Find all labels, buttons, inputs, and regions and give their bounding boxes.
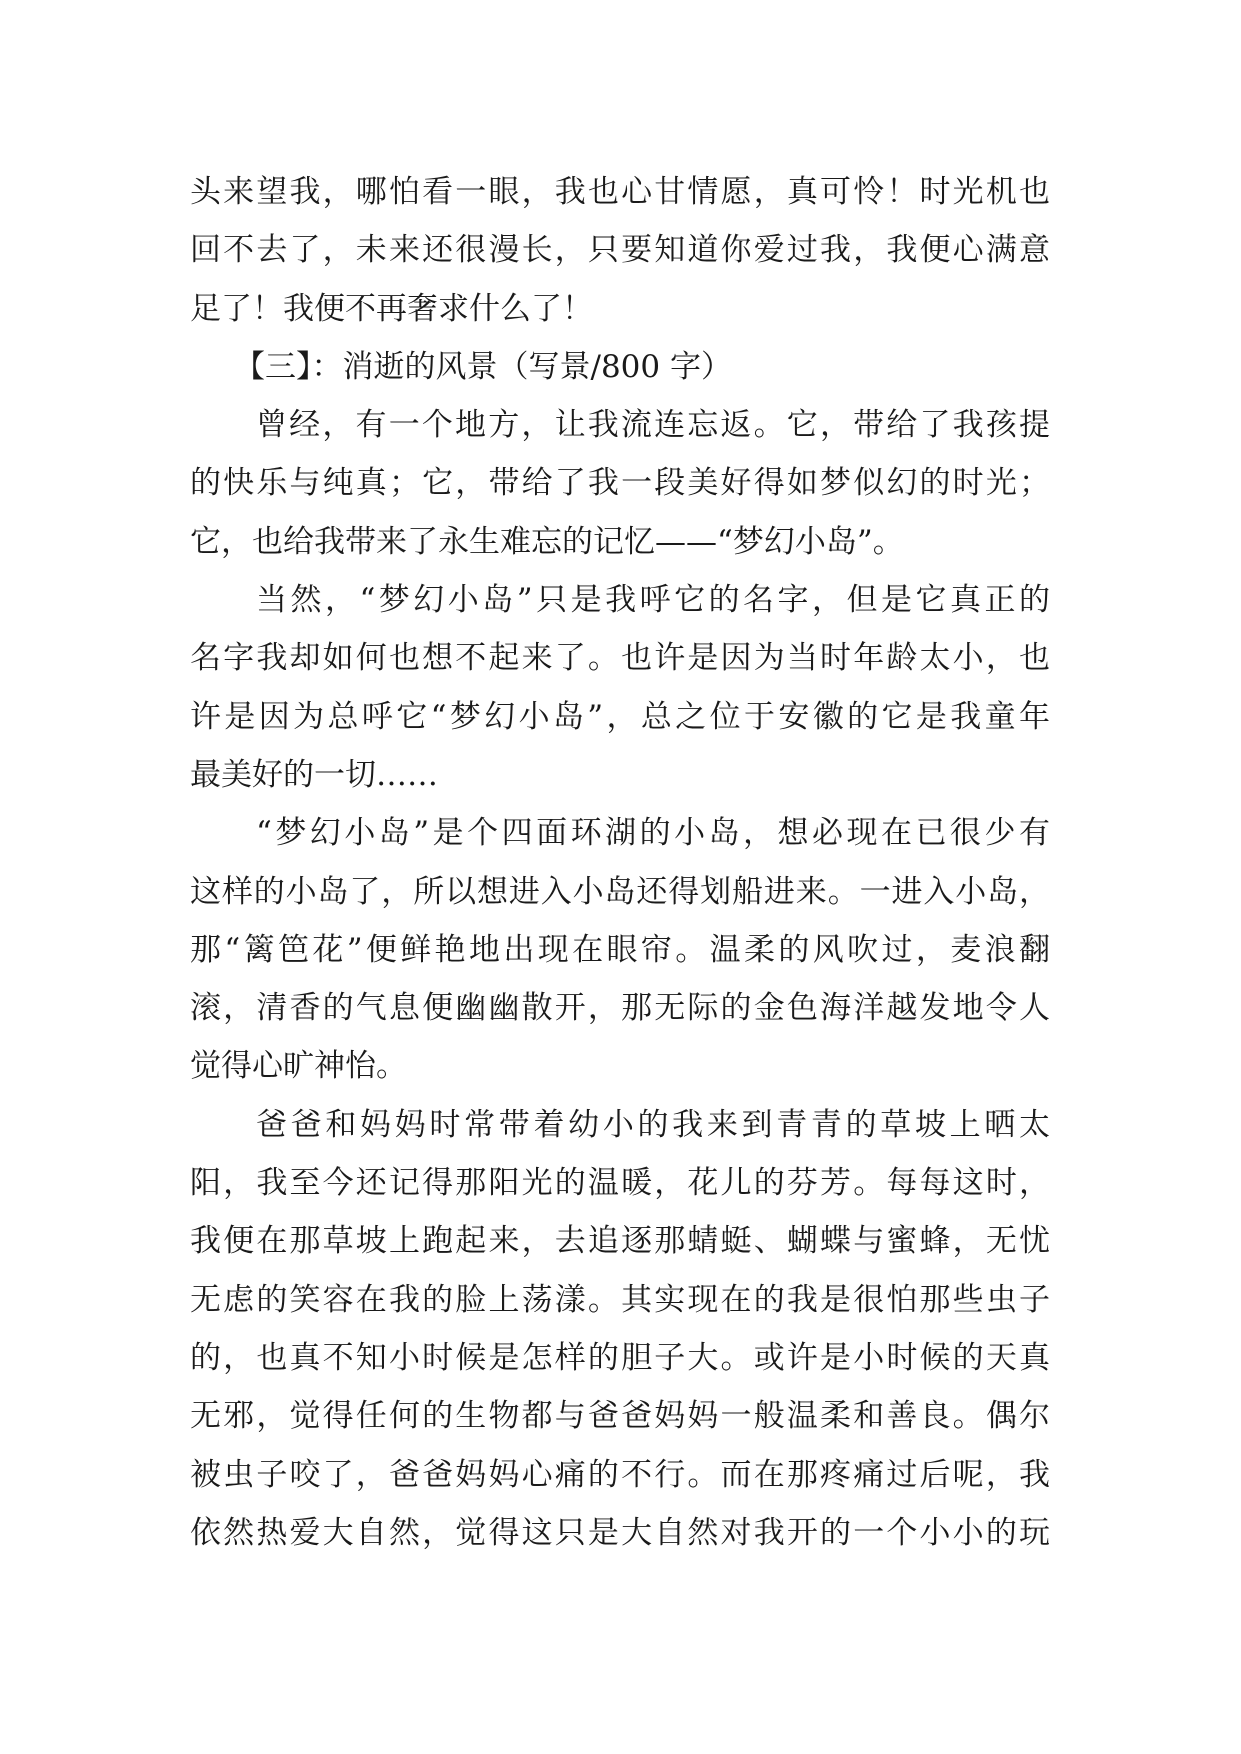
text-line: 觉得心旷神怡。: [190, 1048, 407, 1085]
paragraph-first-line: 当然，“梦幻小岛”只是我呼它的名字，但是它真正的: [256, 582, 1050, 619]
text-line: 无邪，觉得任何的生物都与爸爸妈妈一般温柔和善良。偶尔: [190, 1398, 1050, 1435]
text-line: 最美好的一切……: [190, 756, 438, 793]
text-line: 那“篱笆花”便鲜艳地出现在眼帘。温柔的风吹过，麦浪翻: [190, 931, 1050, 968]
text-line: 许是因为总呼它“梦幻小岛”，总之位于安徽的它是我童年: [190, 698, 1050, 735]
paragraph-first-line: “梦幻小岛”是个四面环湖的小岛，想必现在已很少有: [256, 815, 1050, 852]
text-line: 被虫子咬了，爸爸妈妈心痛的不行。而在那疼痛过后呢，我: [190, 1456, 1050, 1493]
text-line: 依然热爱大自然，觉得这只是大自然对我开的一个小小的玩: [190, 1514, 1050, 1551]
text-line: 阳，我至今还记得那阳光的温暖，花儿的芬芳。每每这时，: [190, 1165, 1050, 1202]
text-line: 它，也给我带来了永生难忘的记忆——“梦幻小岛”。: [190, 523, 904, 560]
text-line: 名字我却如何也想不起来了。也许是因为当时年龄太小，也: [190, 640, 1050, 677]
text-line: 无虑的笑容在我的脸上荡漾。其实现在的我是很怕那些虫子: [190, 1281, 1050, 1318]
text-line: 的快乐与纯真；它，带给了我一段美好得如梦似幻的时光；: [190, 465, 1050, 502]
paragraph-first-line: 曾经，有一个地方，让我流连忘返。它，带给了我孩提: [256, 407, 1050, 444]
text-line: 滚，清香的气息便幽幽散开，那无际的金色海洋越发地令人: [190, 990, 1050, 1027]
text-line: 的，也真不知小时候是怎样的胆子大。或许是小时候的天真: [190, 1339, 1050, 1376]
text-line: 头来望我，哪怕看一眼，我也心甘情愿，真可怜！时光机也: [190, 174, 1050, 210]
section-heading: 【三】：消逝的风景（写景/800 字）: [234, 348, 732, 385]
text-line: 足了！我便不再奢求什么了！: [190, 290, 593, 327]
text-line: 这样的小岛了，所以想进入小岛还得划船进来。一进入小岛，: [190, 873, 1050, 910]
text-line: 我便在那草坡上跑起来，去追逐那蜻蜓、蝴蝶与蜜蜂，无忧: [190, 1223, 1050, 1260]
body-text: [190, 163, 1050, 1562]
paragraph-first-line: 爸爸和妈妈时常带着幼小的我来到青青的草坡上晒太: [256, 1106, 1050, 1143]
text-line: 回不去了，未来还很漫长，只要知道你爱过我，我便心满意: [190, 232, 1050, 269]
